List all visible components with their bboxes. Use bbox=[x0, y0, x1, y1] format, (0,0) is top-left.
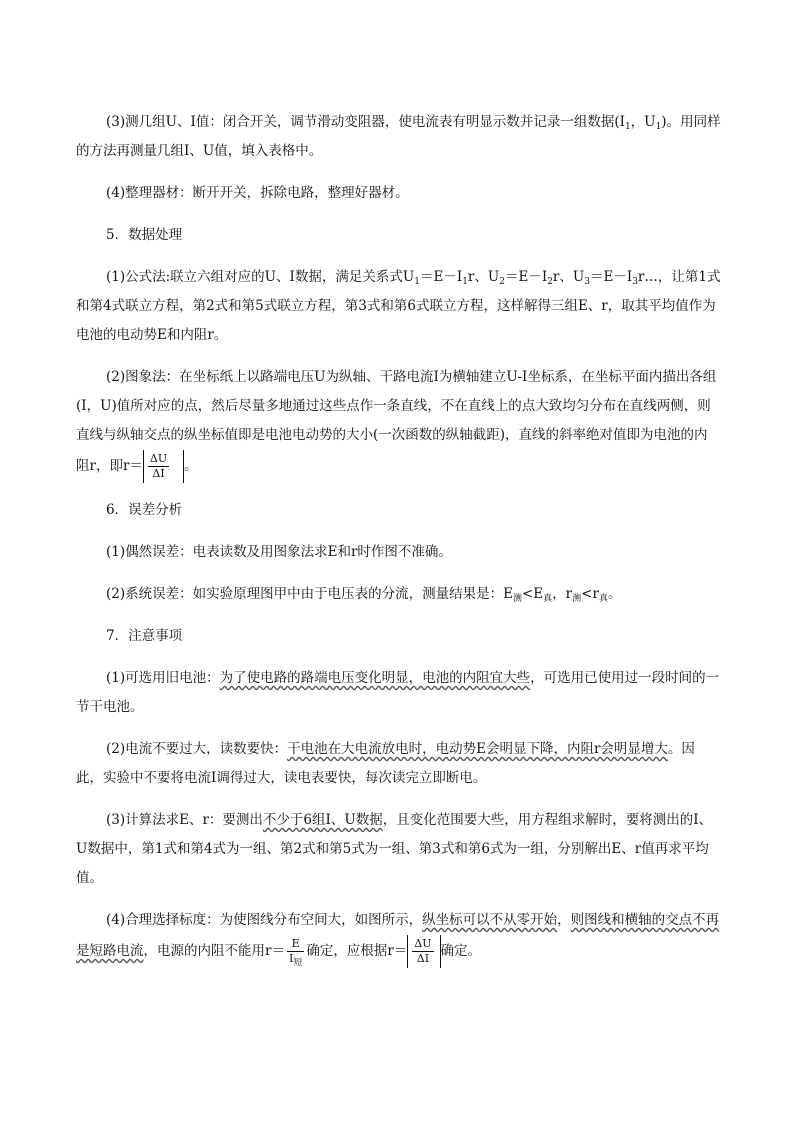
subscript: 测 bbox=[512, 594, 522, 604]
subscript: 1 bbox=[624, 122, 631, 132]
paragraph-graph-method bbox=[76, 363, 721, 483]
fraction bbox=[287, 937, 304, 966]
paragraph-formula-method bbox=[76, 263, 721, 350]
text: ，r bbox=[552, 586, 573, 602]
fraction-numerator: ΔU bbox=[149, 452, 168, 465]
underlined-text: 纵坐标可以不从零开始 bbox=[422, 912, 558, 928]
text: 确定，应根据r＝ bbox=[306, 943, 408, 959]
text: <r bbox=[581, 586, 599, 602]
paragraph-tidy-step: (4)整理器材：断开开关，拆除电路，整理好器材。 bbox=[106, 185, 409, 201]
text: ，U bbox=[630, 114, 656, 130]
subscript: 真 bbox=[543, 594, 553, 604]
text: r、U bbox=[552, 269, 585, 285]
subscript: 2 bbox=[499, 277, 505, 287]
paragraph-note-current bbox=[76, 735, 721, 793]
text: 。 bbox=[607, 586, 622, 602]
text: ＝E－I bbox=[505, 269, 548, 285]
section-heading-error-analysis: 6．误差分析 bbox=[106, 502, 183, 518]
paragraph-measure-step bbox=[76, 108, 721, 166]
subscript: 短 bbox=[293, 958, 303, 968]
underlined-text: 干电池在大电流放电时，电动势E会明显下降，内阻r会明显增大 bbox=[287, 741, 668, 757]
text: (1)可选用旧电池： bbox=[106, 670, 220, 686]
subscript: 真 bbox=[598, 594, 608, 604]
text: 。 bbox=[184, 458, 198, 474]
text: (3)测几组U、I值：闭合开关，调节滑动变阻器，使电流表有明显示数并记录一组数据(I bbox=[106, 114, 625, 130]
fraction-numerator: E bbox=[287, 937, 304, 952]
subscript: 1 bbox=[462, 277, 468, 287]
paragraph-systematic-error bbox=[76, 580, 721, 609]
fraction-denominator bbox=[287, 952, 304, 966]
text: ， bbox=[557, 912, 571, 928]
text: (3)计算法求E、r：要测出 bbox=[106, 812, 263, 828]
text: ，可选用已使用过一段时间的一节干电池。 bbox=[76, 670, 720, 715]
underlined-text: 为了使电路的路端电压变化明显，电池的内阻宜大些 bbox=[219, 670, 531, 686]
text: r…，让第1式和第4式联立方程，第2式和第5式联立方程，第3式和第6式联立方程，这样解得三组E、r，取其平均值作为电池的电动势E和内阻r。 bbox=[76, 269, 721, 343]
paragraph-note-calculation bbox=[76, 806, 721, 893]
text: (4)合理选择标度：为使图线分布空间大，如图所示， bbox=[106, 912, 423, 928]
underlined-text: 不少于6组I、U数据 bbox=[262, 812, 383, 828]
section-heading-data-processing: 5．数据处理 bbox=[106, 227, 183, 243]
underlined-text: 则图线和横轴的交点不再是短路电流 bbox=[76, 912, 720, 959]
abs-fraction bbox=[143, 450, 184, 483]
fraction-denominator: ΔI bbox=[152, 467, 165, 480]
text: (2)电流不要过大，读数要快： bbox=[106, 741, 288, 757]
fraction bbox=[148, 452, 169, 481]
paragraph-note-old-battery bbox=[76, 664, 721, 722]
text: (2)系统误差：如实验原理图甲中由于电压表的分流，测量结果是：E bbox=[106, 586, 513, 602]
subscript: 3 bbox=[584, 277, 590, 287]
fraction bbox=[412, 937, 433, 966]
text: r、U bbox=[467, 269, 500, 285]
subscript: 3 bbox=[632, 277, 638, 287]
text: (2)图象法：在坐标纸上以路端电压U为纵轴、干路电流I为横轴建立U-I坐标系，在坐标平面内描出各组(I，U)值所对应的点，然后尽量多地通过这些点作一条直线，不在直线上的点大致均匀分布在直线两侧，则直线与纵轴交点的纵坐标值即是电池电动势的大小(一次函数的纵轴截距)，直线的斜率绝对值即为电池的内阻r，即r＝ bbox=[76, 369, 717, 474]
text: 确定。 bbox=[440, 943, 482, 959]
text: ，电源的内阻不能用r＝ bbox=[143, 943, 285, 959]
abs-fraction bbox=[407, 935, 440, 968]
text: ，且变化范围要大些，用方程组求解时，要将测出的I、U数据中，第1式和第4式为一组、第2式和第5式为一组、第3式和第6式为一组，分别解出E、r值再求平均值。 bbox=[76, 812, 713, 886]
subscript: 1 bbox=[414, 277, 420, 287]
text: 。因此，实验中不要将电流I调得过大，读电表要快，每次读完立即断电。 bbox=[76, 741, 695, 786]
section-heading-notes: 7．注意事项 bbox=[106, 628, 183, 644]
text: ＝E－I bbox=[590, 269, 633, 285]
text: (1)公式法:联立六组对应的U、I数据，满足关系式U bbox=[106, 269, 415, 285]
text: I bbox=[288, 952, 294, 965]
fraction-numerator: ΔU bbox=[414, 937, 432, 950]
paragraph-note-scale bbox=[76, 906, 721, 968]
text: )。用同样的方法再测量几组I、U值，填入表格中。 bbox=[76, 114, 721, 159]
fraction-denominator: ΔI bbox=[416, 952, 430, 965]
paragraph-random-error: (1)偶然误差：电表读数及用图象法求E和r时作图不准确。 bbox=[106, 544, 452, 560]
document-page bbox=[76, 108, 721, 968]
subscript: 测 bbox=[572, 594, 582, 604]
subscript: 2 bbox=[547, 277, 553, 287]
subscript: 1 bbox=[655, 122, 662, 132]
text: <E bbox=[522, 586, 544, 602]
text: ＝E－I bbox=[420, 269, 463, 285]
